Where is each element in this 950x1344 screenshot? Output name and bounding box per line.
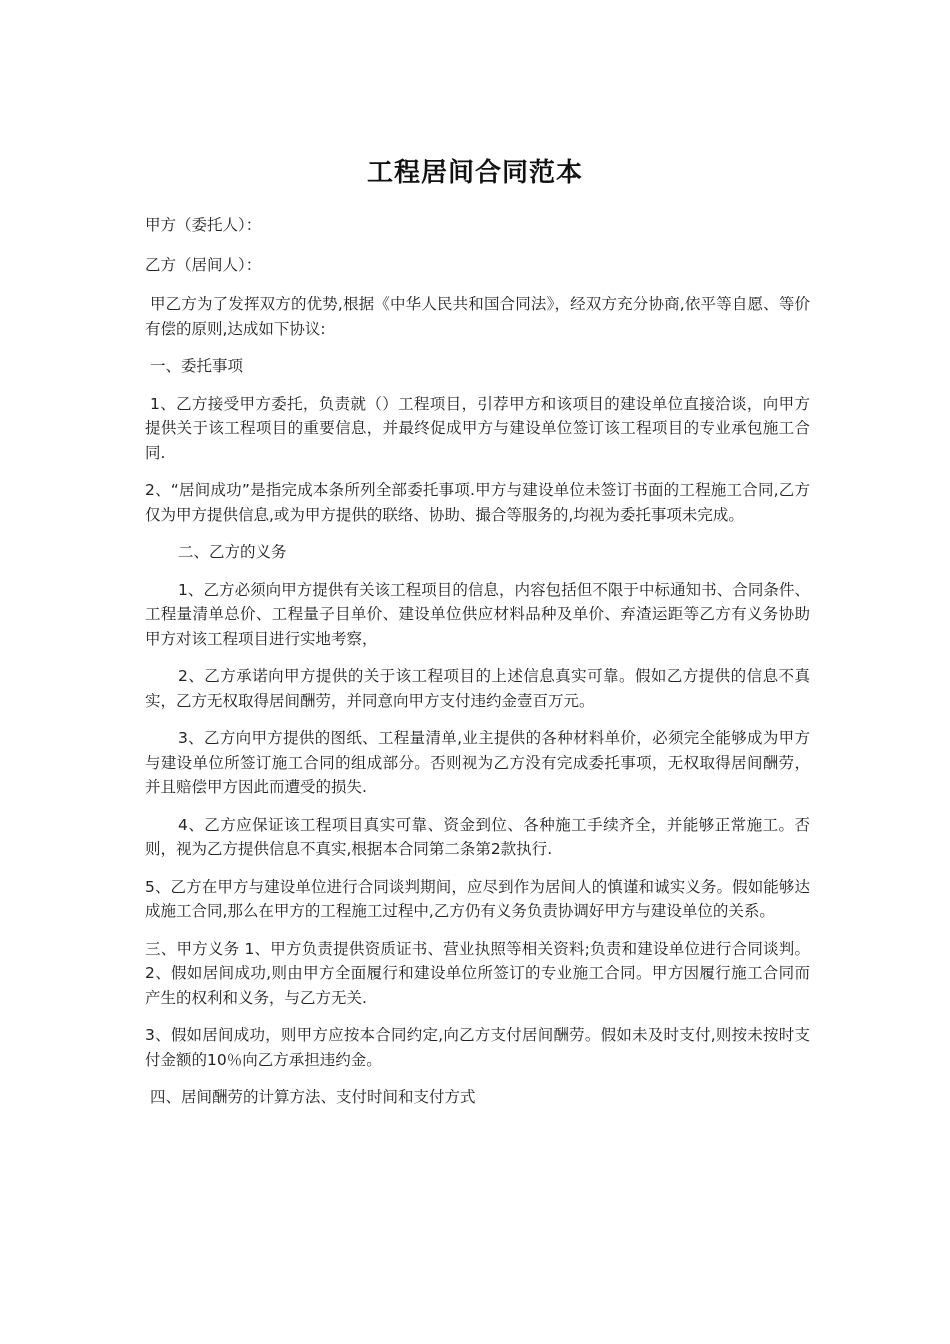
clause-2-5: 5、乙方在甲方与建设单位进行合同谈判期间，应尽到作为居间人的慎谨和诚实义务。假如能够达成施工合同,那么在甲方的工程施工过程中,乙方仍有义务负责协调好甲方与建设单位的关系。: [145, 877, 810, 920]
section-heading-1: 一、委托事项: [150, 357, 244, 375]
clause-2-1: 1、乙方必须向甲方提供有关该工程项目的信息，内容包括但不限于中标通知书、合同条件、工程量清单总价、工程量子目单价、建设单位供应材料品种及单价、弃渣运距等乙方有义务协助甲方对该工程项目进行实地考察，: [145, 580, 810, 648]
clause-2-4: 4、乙方应保证该工程项目真实可靠、资金到位、各种施工手续齐全，并能够正常施工。否则，视为乙方提供信息不真实,根据本合同第二条第2款执行.: [145, 815, 810, 858]
section-heading-4: 四、居间酬劳的计算方法、支付时间和支付方式: [150, 1088, 476, 1106]
clause-3-3: 3、假如居间成功，则甲方应按本合同约定,向乙方支付居间酬劳。假如未及时支付,则按未按时支付金额的10％向乙方承担违约金。: [145, 1026, 810, 1069]
clause-2-3: 3、乙方向甲方提供的图纸、工程量清单,业主提供的各种材料单价，必须完全能够成为甲方与建设单位所签订施工合同的组成部分。否则视为乙方没有完成委托事项，无权取得居间酬劳，并且赔偿甲方因此而遭受的损失.: [145, 729, 810, 796]
party-a-line: 甲方（委托人）：: [145, 216, 262, 234]
section-3-paragraph: 三、甲方义务 1、甲方负责提供资质证书、营业执照等相关资料;负责和建设单位进行合同谈判。 2、假如居间成功,则由甲方全面履行和建设单位所签订的专业施工合同。甲方因履行施工合同而产生的权利和义务，与乙方无关.: [145, 939, 810, 1007]
clause-2-2: 2、乙方承诺向甲方提供的关于该工程项目的上述信息真实可靠。假如乙方提供的信息不真实，乙方无权取得居间酬劳，并同意向甲方支付违约金壹百万元。: [145, 667, 810, 710]
document-body: [145, 213, 810, 1123]
clause-1-1: 1、乙方接受甲方委托，负责就（）工程项目，引荐甲方和该项目的建设单位直接洽谈，向甲方提供关于该工程项目的重要信息，并最终促成甲方与建设单位签订该工程项目的专业承包施工合同.: [145, 394, 810, 462]
party-b-line: 乙方（居间人）：: [145, 255, 262, 274]
preamble-paragraph: 甲乙方为了发挥双方的优势,根据《中华人民共和国合同法》，经双方充分协商,依平等自愿、等价有偿的原则,达成如下协议:: [145, 295, 810, 338]
section-heading-2: 二、乙方的义务: [178, 543, 287, 561]
clause-1-2: 2、“居间成功”是指完成本条所列全部委托事项.甲方与建设单位未签订书面的工程施工合同,乙方仅为甲方提供信息,或为甲方提供的联络、协助、撮合等服务的,均视为委托事项未完成。: [145, 481, 810, 524]
document-title: 工程居间合同范本: [366, 158, 583, 188]
